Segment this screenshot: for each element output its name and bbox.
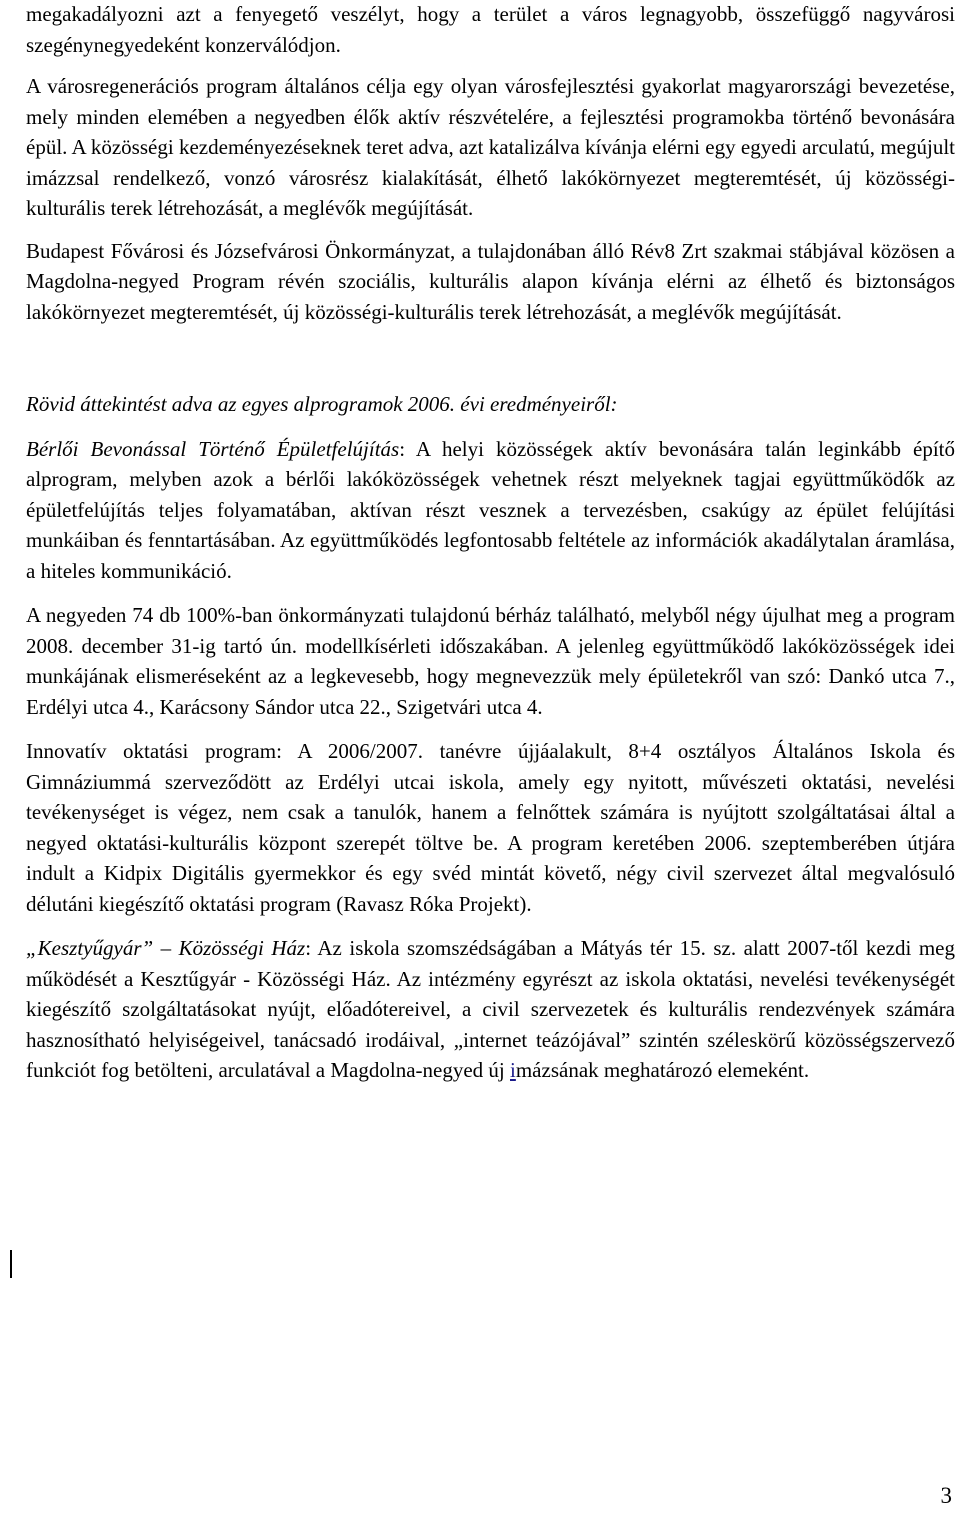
revision-change-bar bbox=[10, 1250, 12, 1278]
kesztyugyar-text-a: : Az iskola szomszédságában a Mátyás tér 15. sz. alatt 2007-től kezdi meg működését a Kesztűgyár - Közösségi Ház. Az intézmény egyrészt az iskola oktatási, nevelési tevékenységét kiegészítő szolgáltatásokat nyújt, előadótereivel, a civil szervezetek és kulturális rendezvények számára hasznosítható helyiségeivel, tanácsadó irodáival, „internet teázójával” szintén széleskörű közösségszervező funkciót fog betölteni, arculatával a Magdolna-negyed új bbox=[26, 936, 956, 1082]
paragraph-berloi-bevonas bbox=[26, 434, 955, 587]
kesztyugyar-text-b: mázsának meghatározó elemeként. bbox=[515, 1058, 810, 1082]
kesztyugyar-title: „Kesztyűgyár” – Közösségi Ház bbox=[26, 936, 306, 960]
document-page bbox=[26, 0, 955, 1086]
paragraph-negyed-berhazak: A negyeden 74 db 100%-ban önkormányzati tulajdonú bérház található, melyből négy újulhat meg a program 2008. december 31-ig tartó ún. modellkísérleti időszakában. A jelenleg együttműködő lakóközösségek idei munkájának elismeréseként az a legkevesebb, hogy megnevezzük mely épületekről van szó: Dankó utca 7., Erdélyi utca 4., Karácsony Sándor utca 22., Szigetvári utca 4. bbox=[26, 603, 955, 719]
section-heading-subprograms: Rövid áttekintést adva az egyes alprogramok 2006. évi eredményeiről: bbox=[26, 392, 618, 416]
page-number: 3 bbox=[940, 1483, 952, 1508]
paragraph-innovativ-oktatas: Innovatív oktatási program: A 2006/2007. tanévre újjáalakult, 8+4 osztályos Általános Iskola és Gimnáziummá szerveződött az Erdélyi utcai iskola, amely egy nyitott, művészeti oktatási, nevelési tevékenységet is végez, nem csak a tanulók, hanem a felnőttek számára is nyújtott szolgáltatásai által a negyed oktatási-kulturális központ szerepét töltve be. A program keretében 2006. szeptemberében útjára indult a Kidpix Digitális gyermekkor és egy svéd mintát követő, négy civil szervezet által megvalósuló délutáni kiegészítő oktatási program (Ravasz Róka Projekt). bbox=[26, 739, 955, 916]
berloi-title: Bérlői Bevonással Történő Épületfelújítás bbox=[26, 436, 400, 461]
berloi-text: : A helyi közösségek aktív bevonására talán leginkább építő alprogram, melyben azok a bérlői lakóközösségek vehetnek részt melyeknek tagjai együttműködők az épületfelújítás teljes folyamatában, aktívan részt vesznek a tervezésben, csakúgy az épület felújítási munkáiban és fenntartásában. Az együttműködés legfontosabb feltétele az információk akadálytalan áramlása, a hiteles kommunikáció. bbox=[26, 436, 955, 583]
paragraph-kesztyugyar bbox=[26, 933, 955, 1086]
paragraph-intro-continuation: megakadályozni azt a fenyegető veszélyt, hogy a terület a város legnagyobb, összefüggő nagyvárosi szegénynegyedeként konzerválódjon. bbox=[26, 2, 955, 57]
paragraph-program-goal: A városregenerációs program általános célja egy olyan városfejlesztési gyakorlat magyarországi bevezetése, mely minden elemében a negyedben élők aktív részvételére, a fejlesztési programokba történő bevonására épül. A közösségi kezdeményezéseknek teret adva, azt katalizálva kívánja elérni egy egyedi arculatú, megújult imázzsal rendelkező, vonzó városrész kialakítását, élhető lakókörnyezet megteremtését, új közösségi-kulturális terek létrehozását, a meglévők megújítását. bbox=[26, 74, 955, 220]
paragraph-budapest-onkormanyzat: Budapest Fővárosi és Józsefvárosi Önkormányzat, a tulajdonában álló Rév8 Zrt szakmai stábjával közösen a Magdolna-negyed Program révén szociális, kulturális alapon kívánja elérni az élhető és biztonságos lakókörnyezet megteremtését, új közösségi-kulturális terek létrehozását, a meglévők megújítását. bbox=[26, 238, 955, 324]
kesztyugyar-underlined-letter: i bbox=[510, 1058, 516, 1082]
